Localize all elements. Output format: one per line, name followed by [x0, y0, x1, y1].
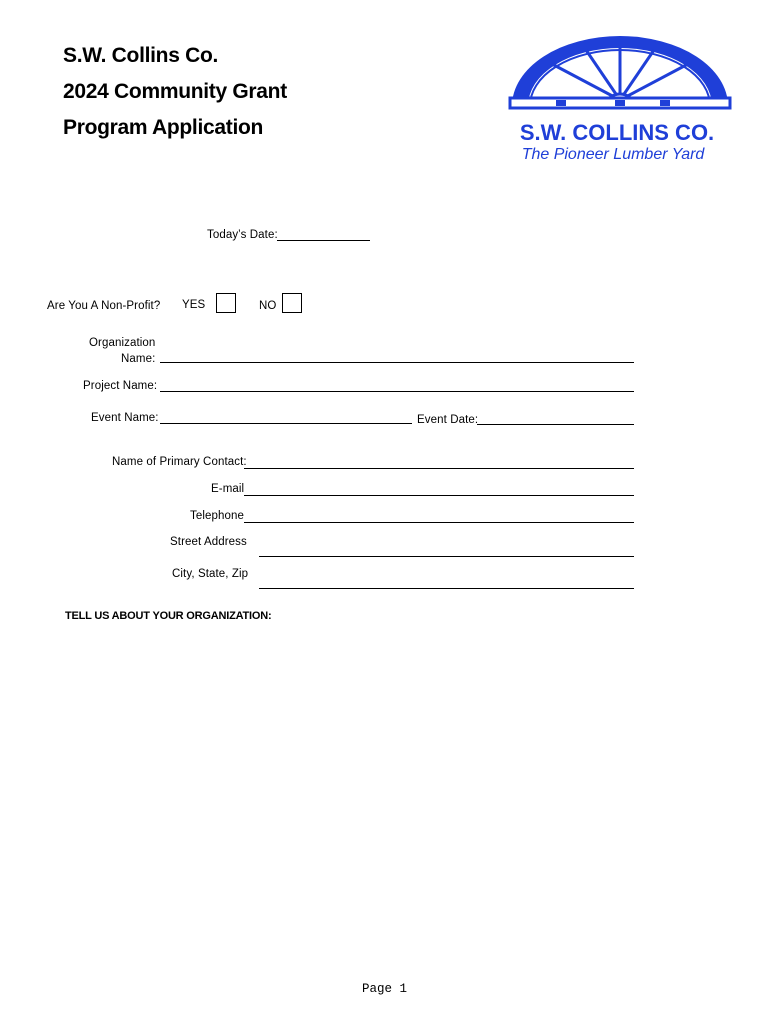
telephone-field[interactable] — [244, 522, 634, 523]
no-checkbox[interactable] — [282, 293, 302, 313]
street-address-label: Street Address — [170, 536, 247, 548]
telephone-label: Telephone — [190, 510, 244, 522]
org-name-label-line2: Name: — [121, 353, 156, 365]
yes-checkbox[interactable] — [216, 293, 236, 313]
title-line-3: Program Application — [63, 116, 264, 139]
email-field[interactable] — [244, 495, 634, 496]
event-date-field[interactable] — [477, 424, 634, 425]
todays-date-label: Today’s Date: — [207, 229, 278, 241]
event-date-label: Event Date: — [417, 414, 479, 426]
org-name-label-line1: Organization — [89, 337, 156, 349]
logo-window-arch-icon — [500, 30, 740, 170]
logo-name: S.W. COLLINS CO. — [519, 120, 715, 145]
no-label: NO — [259, 300, 277, 312]
email-label: E-mail — [211, 483, 245, 495]
project-name-label: Project Name: — [83, 380, 158, 392]
street-address-field[interactable] — [259, 556, 634, 557]
primary-contact-field[interactable] — [244, 468, 634, 469]
event-name-field[interactable] — [160, 423, 412, 424]
document-title — [63, 38, 287, 146]
about-organization-response-area[interactable] — [65, 632, 635, 932]
city-state-zip-label: City, State, Zip — [172, 568, 249, 580]
org-name-field[interactable] — [160, 362, 634, 363]
page-number: Page 1 — [362, 982, 408, 996]
nonprofit-question: Are You A Non-Profit? — [47, 300, 161, 312]
logo-tagline: The Pioneer Lumber Yard — [521, 146, 705, 163]
yes-label: YES — [182, 299, 206, 311]
todays-date-field[interactable] — [277, 240, 370, 241]
about-organization-heading: TELL US ABOUT YOUR ORGANIZATION: — [65, 610, 272, 622]
title-line-2: 2024 Community Grant — [63, 80, 287, 103]
city-state-zip-field[interactable] — [259, 588, 634, 589]
event-name-label: Event Name: — [91, 412, 159, 424]
company-logo — [500, 30, 740, 170]
project-name-field[interactable] — [160, 391, 634, 392]
primary-contact-label: Name of Primary Contact: — [112, 456, 247, 468]
title-line-1: S.W. Collins Co. — [63, 44, 219, 67]
